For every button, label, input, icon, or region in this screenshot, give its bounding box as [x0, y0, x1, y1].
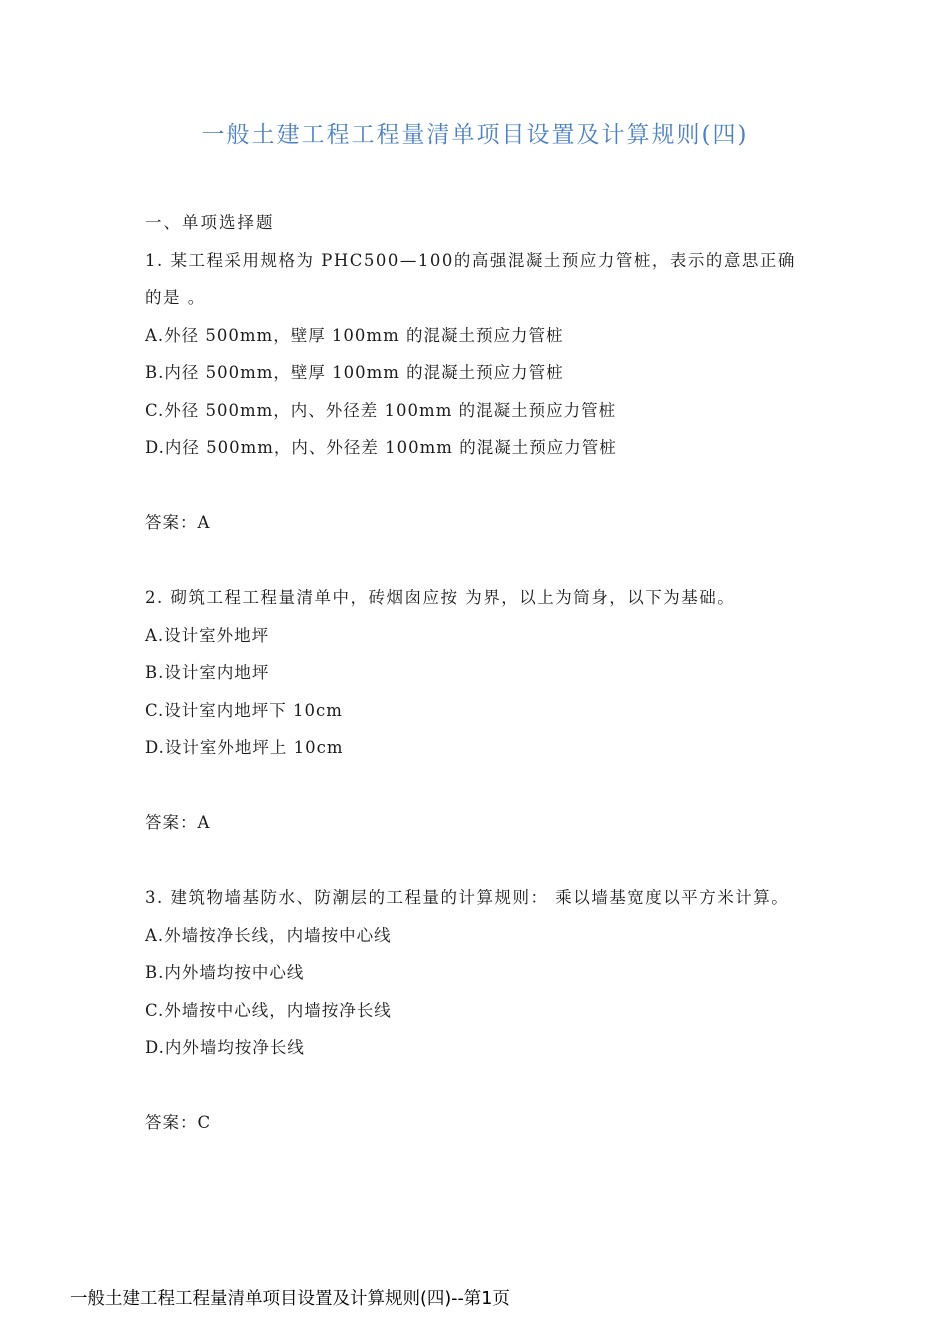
answer: 答案：A — [145, 813, 211, 832]
spacer — [145, 467, 815, 505]
question-3 — [145, 879, 815, 1142]
document-title: 一般土建工程工程量清单项目设置及计算规则(四) — [201, 122, 749, 148]
option-d: D.内外墙均按净长线 — [145, 1038, 305, 1057]
option-a: A.外径 500mm，壁厚 100mm 的混凝土预应力管桩 — [145, 325, 564, 345]
spacer — [145, 767, 815, 805]
option-c: C.外墙按中心线，内墙按净长线 — [145, 1000, 392, 1020]
question-2 — [145, 579, 815, 879]
answer: 答案：A — [145, 513, 211, 532]
option-b: B.设计室内地坪 — [145, 663, 270, 682]
question-stem: 2. 砌筑工程工程量清单中，砖烟囱应按 为界，以上为筒身，以下为基础。 — [145, 588, 736, 607]
option-c: C.设计室内地坪下 10cm — [145, 700, 343, 720]
spacer — [145, 542, 815, 580]
page-footer: 一般土建工程工程量清单项目设置及计算规则(四)--第1页 — [70, 1289, 510, 1309]
question-stem: 1. 某工程采用规格为 PHC500—100的高强混凝土预应力管桩，表示的意思正确的是 。 — [145, 250, 796, 307]
option-b: B.内径 500mm，壁厚 100mm 的混凝土预应力管桩 — [145, 363, 564, 382]
option-d: D.设计室外地坪上 10cm — [145, 738, 344, 757]
option-b: B.内外墙均按中心线 — [145, 963, 305, 982]
section-heading: 一、单项选择题 — [145, 213, 275, 232]
option-c: C.外径 500mm，内、外径差 100mm 的混凝土预应力管桩 — [145, 400, 617, 420]
question-stem: 3. 建筑物墙基防水、防潮层的工程量的计算规则： 乘以墙基宽度以平方米计算。 — [145, 888, 790, 907]
document-body — [145, 204, 815, 1142]
option-d: D.内径 500mm，内、外径差 100mm 的混凝土预应力管桩 — [145, 438, 617, 457]
spacer — [145, 1067, 815, 1105]
option-a: A.外墙按净长线，内墙按中心线 — [145, 925, 392, 945]
spacer — [145, 842, 815, 880]
question-1 — [145, 242, 815, 580]
answer: 答案：C — [145, 1113, 212, 1132]
option-a: A.设计室外地坪 — [145, 625, 270, 645]
